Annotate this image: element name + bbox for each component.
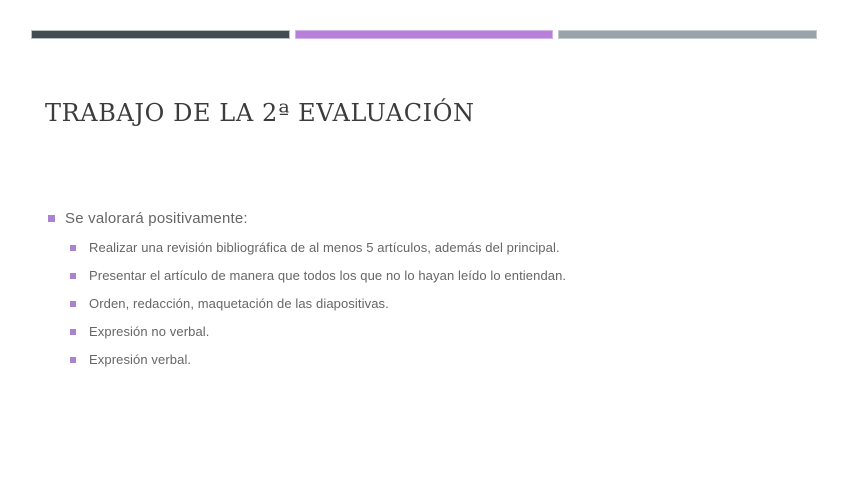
accent-bar-purple — [295, 30, 554, 39]
list-item-label: Orden, redacción, maquetación de las diapositivas. — [89, 296, 389, 311]
list-item-label: Se valorará positivamente: — [65, 210, 248, 227]
bullet-square-icon — [70, 273, 76, 279]
list-item-level1 — [48, 210, 808, 227]
list-item — [70, 240, 808, 255]
slide-title: TRABAJO DE LA 2ª EVALUACIÓN — [45, 99, 475, 127]
list-item — [70, 296, 808, 311]
bullet-square-icon — [70, 245, 76, 251]
list-item-label: Expresión no verbal. — [89, 324, 210, 339]
list-item — [70, 268, 808, 283]
sub-bullet-list — [48, 240, 808, 367]
list-item — [70, 324, 808, 339]
list-item — [70, 352, 808, 367]
bullet-list — [48, 210, 808, 380]
bullet-square-icon — [70, 301, 76, 307]
list-item-label: Presentar el artículo de manera que todos los que no lo hayan leído lo entiendan. — [89, 268, 567, 283]
accent-bar-gray — [558, 30, 817, 39]
list-item-label: Realizar una revisión bibliográfica de al menos 5 artículos, además del principal. — [89, 240, 560, 255]
bullet-square-icon — [48, 215, 55, 222]
list-item-label: Expresión verbal. — [89, 352, 192, 367]
bullet-square-icon — [70, 357, 76, 363]
accent-bars — [31, 30, 817, 39]
accent-bar-dark — [31, 30, 290, 39]
bullet-square-icon — [70, 329, 76, 335]
